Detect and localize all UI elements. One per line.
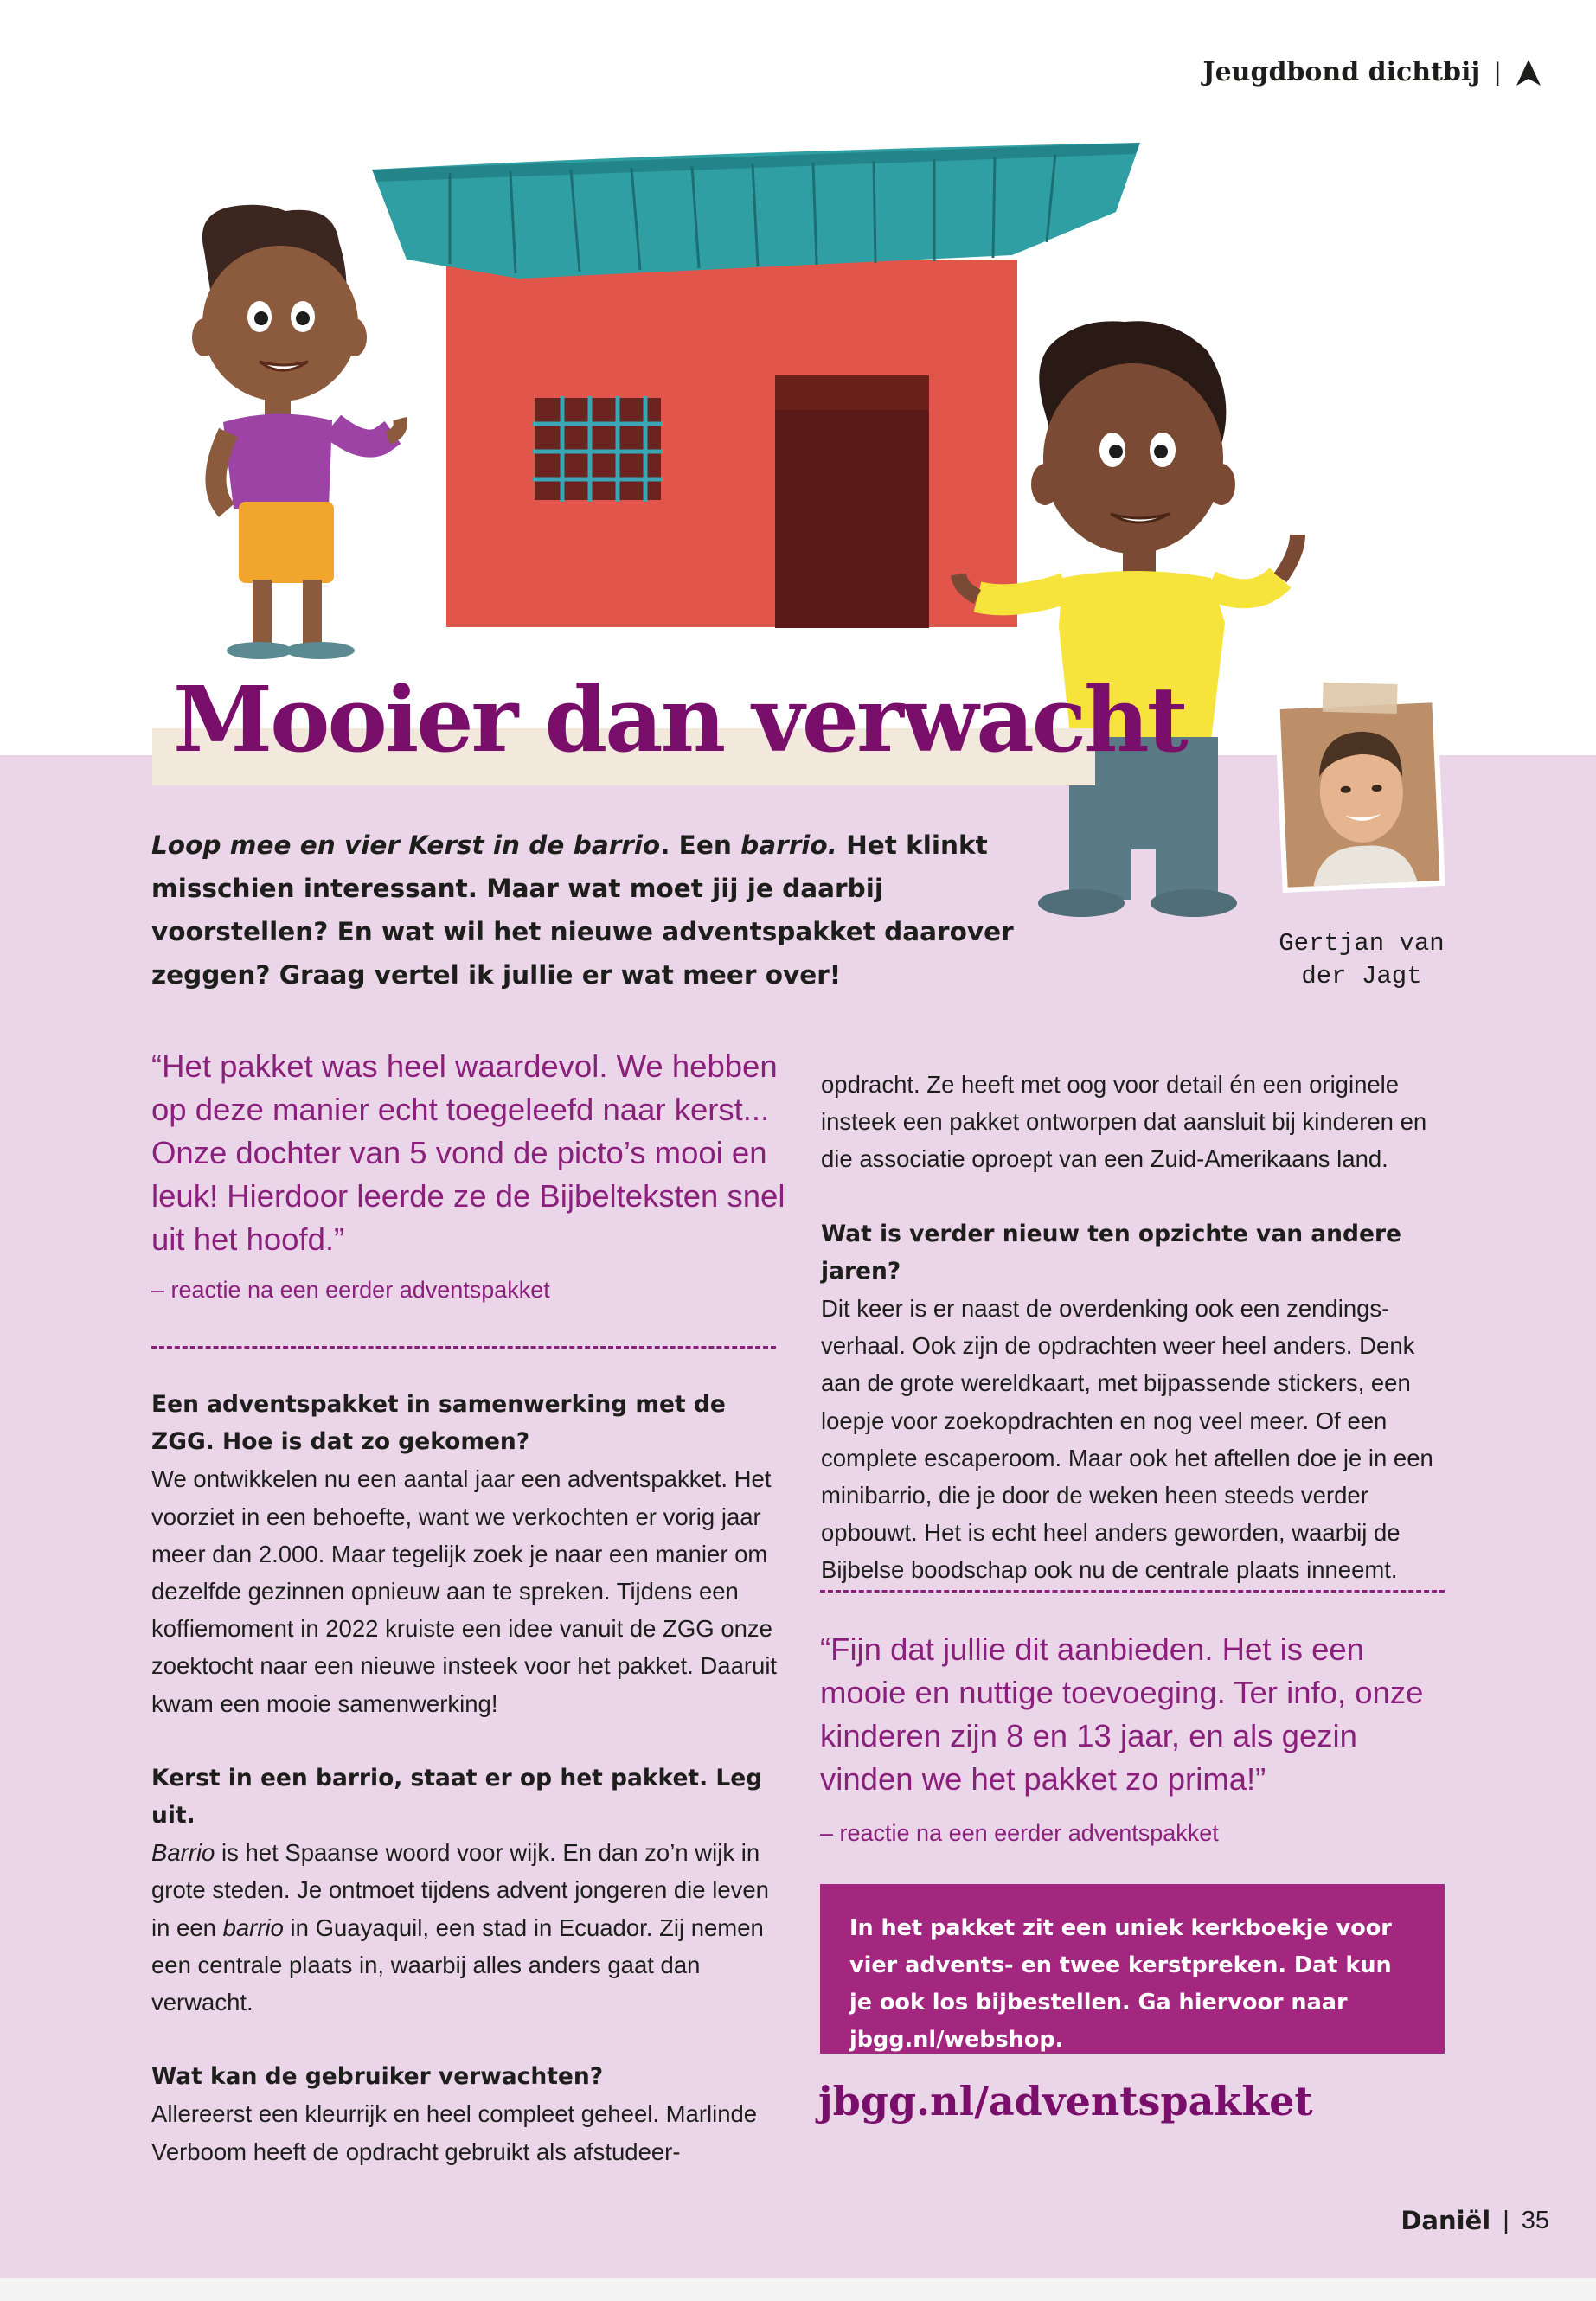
intro-text-1: . Een	[660, 830, 741, 860]
qa-block-1	[151, 1386, 783, 1722]
answer-3: Allereerst een kleurrijk en heel compleet geheel. Marlinde Verboom heeft de opdracht gebruikt als afstudeer-	[151, 2100, 758, 2165]
qa-block-3	[151, 2058, 783, 2170]
tape-decoration	[1323, 683, 1398, 714]
answer-1: We ontwikkelen nu een aantal jaar een adventspakket. Het voorziet in een behoefte, want we verkochten er vorig jaar meer dan 2.000. Maar tegelijk zoek je naar een manier om dezelfde gezinnen opnieuw aan te spreken. Tijdens een koffiemoment in 2022 kruiste een idee vanuit de ZGG onze zoektocht naar een nieuwe insteek voor het pakket. Daaruit kwam een mooie samenwerking!	[151, 1465, 778, 1717]
author-name-line2: der Jagt	[1301, 962, 1422, 990]
dashed-divider-left	[151, 1346, 776, 1349]
answer-2-text-b: is het Spaanse woord voor wijk. En dan zo’n wijk in grote steden. Je ontmoet tijdens advent jongeren die leven in een	[151, 1839, 769, 1941]
pull-quote-1: “Het pakket was heel waardevol. We hebben op deze manier echt toegeleefd naar kerst... Onze dochter van 5 vond de picto’s mooi en leuk! Hierdoor leerde ze de Bijbelteksten snel uit het hoofd.”	[151, 1048, 785, 1257]
question-1: Een adventspakket in samenwerking met de ZGG. Hoe is dat zo gekomen?	[151, 1391, 726, 1456]
intro-italic-1: Loop mee en vier Kerst in de barrio	[151, 830, 661, 860]
answer-3-continued: opdracht. Ze heeft met oog voor detail én een originele insteek een pakket ontworpen dat aansluit bij kinderen en die associatie oproept van een Zuid-Amerikaans land.	[821, 1071, 1427, 1173]
boy-purple-shirt-illustration	[192, 205, 401, 659]
house-illustration	[372, 143, 1140, 628]
webshop-callout: In het pakket zit een uniek kerkboekje voor vier advents- en twee kerstpreken. Dat kun je ook los bijbestellen. Ga hiervoor naar jbgg.nl/webshop.	[820, 1884, 1445, 2054]
page-footer	[1401, 2206, 1549, 2235]
adventspakket-link[interactable]: jbgg.nl/adventspakket	[818, 2078, 1313, 2125]
pull-quote-2: “Fijn dat jullie dit aanbieden. Het is een mooie en nuttige toevoeging. Ter info, onze kinderen zijn 8 en 13 jaar, en als gezin vinden we het pakket zo prima!”	[820, 1631, 1424, 1797]
author-caption	[1246, 927, 1477, 993]
pull-quote-2-source: – reactie na een eerder adventspakket	[820, 1820, 1219, 1846]
author-name-line1: Gertjan van	[1279, 929, 1445, 958]
intro-italic-2: barrio.	[740, 830, 837, 860]
answer-2-text-d: in Guayaquil, een stad in Ecuador. Zij nemen een centrale plaats in, waarbij alles anders gaat dan verwacht.	[151, 1913, 764, 2016]
question-4: Wat is verder nieuw ten opzichte van andere jaren?	[821, 1220, 1402, 1285]
article-intro	[151, 824, 1025, 997]
author-portrait	[1280, 702, 1440, 887]
qa-block-4	[821, 1215, 1448, 1589]
question-3: Wat kan de gebruiker verwachten?	[151, 2063, 604, 2091]
question-2: Kerst in een barrio, staat er op het pakket. Leg uit.	[151, 1764, 763, 1830]
dashed-divider-right	[820, 1590, 1445, 1593]
intro-text-2: Het klinkt misschien interessant. Maar wat moet jij je daarbij voorstellen? En wat wil het nieuwe adventspakket daarover zeggen? Graag vertel ik jullie er wat meer over!	[151, 830, 1014, 990]
answer-2-italic-c: barrio	[222, 1913, 284, 1941]
magazine-name: Daniël	[1401, 2206, 1491, 2235]
article-title: Mooier dan verwacht	[173, 666, 1186, 772]
answer-2-italic-a: Barrio	[151, 1839, 215, 1867]
right-column	[821, 1066, 1448, 1589]
left-column	[151, 1386, 783, 2170]
page-number: 35	[1521, 2206, 1549, 2234]
qa-block-2	[151, 1759, 783, 2021]
answer-4: Dit keer is er naast de overdenking ook een zendingsverhaal. Ook zijn de opdrachten weer heel anders. Denk aan de grote wereldkaart, met bijpassende stickers, een loepje voor zoekopdrachten en nog veel meer. Of een complete escaperoom. Maar ook het aftellen doe je in een minibarrio, die je door de weken heen steeds verder opbouwt. Het is echt heel anders geworden, waarbij de Bijbelse boodschap ook nu de centrale plaats inneemt.	[821, 1295, 1433, 1584]
footer-separator: |	[1503, 2206, 1509, 2234]
page-edge	[0, 2278, 1596, 2301]
pull-quote-1-source: – reactie na een eerder adventspakket	[151, 1277, 550, 1303]
author-photo	[1274, 697, 1445, 893]
section-label: Jeugdbond dichtbij	[1202, 57, 1481, 87]
header-separator: |	[1494, 57, 1501, 87]
